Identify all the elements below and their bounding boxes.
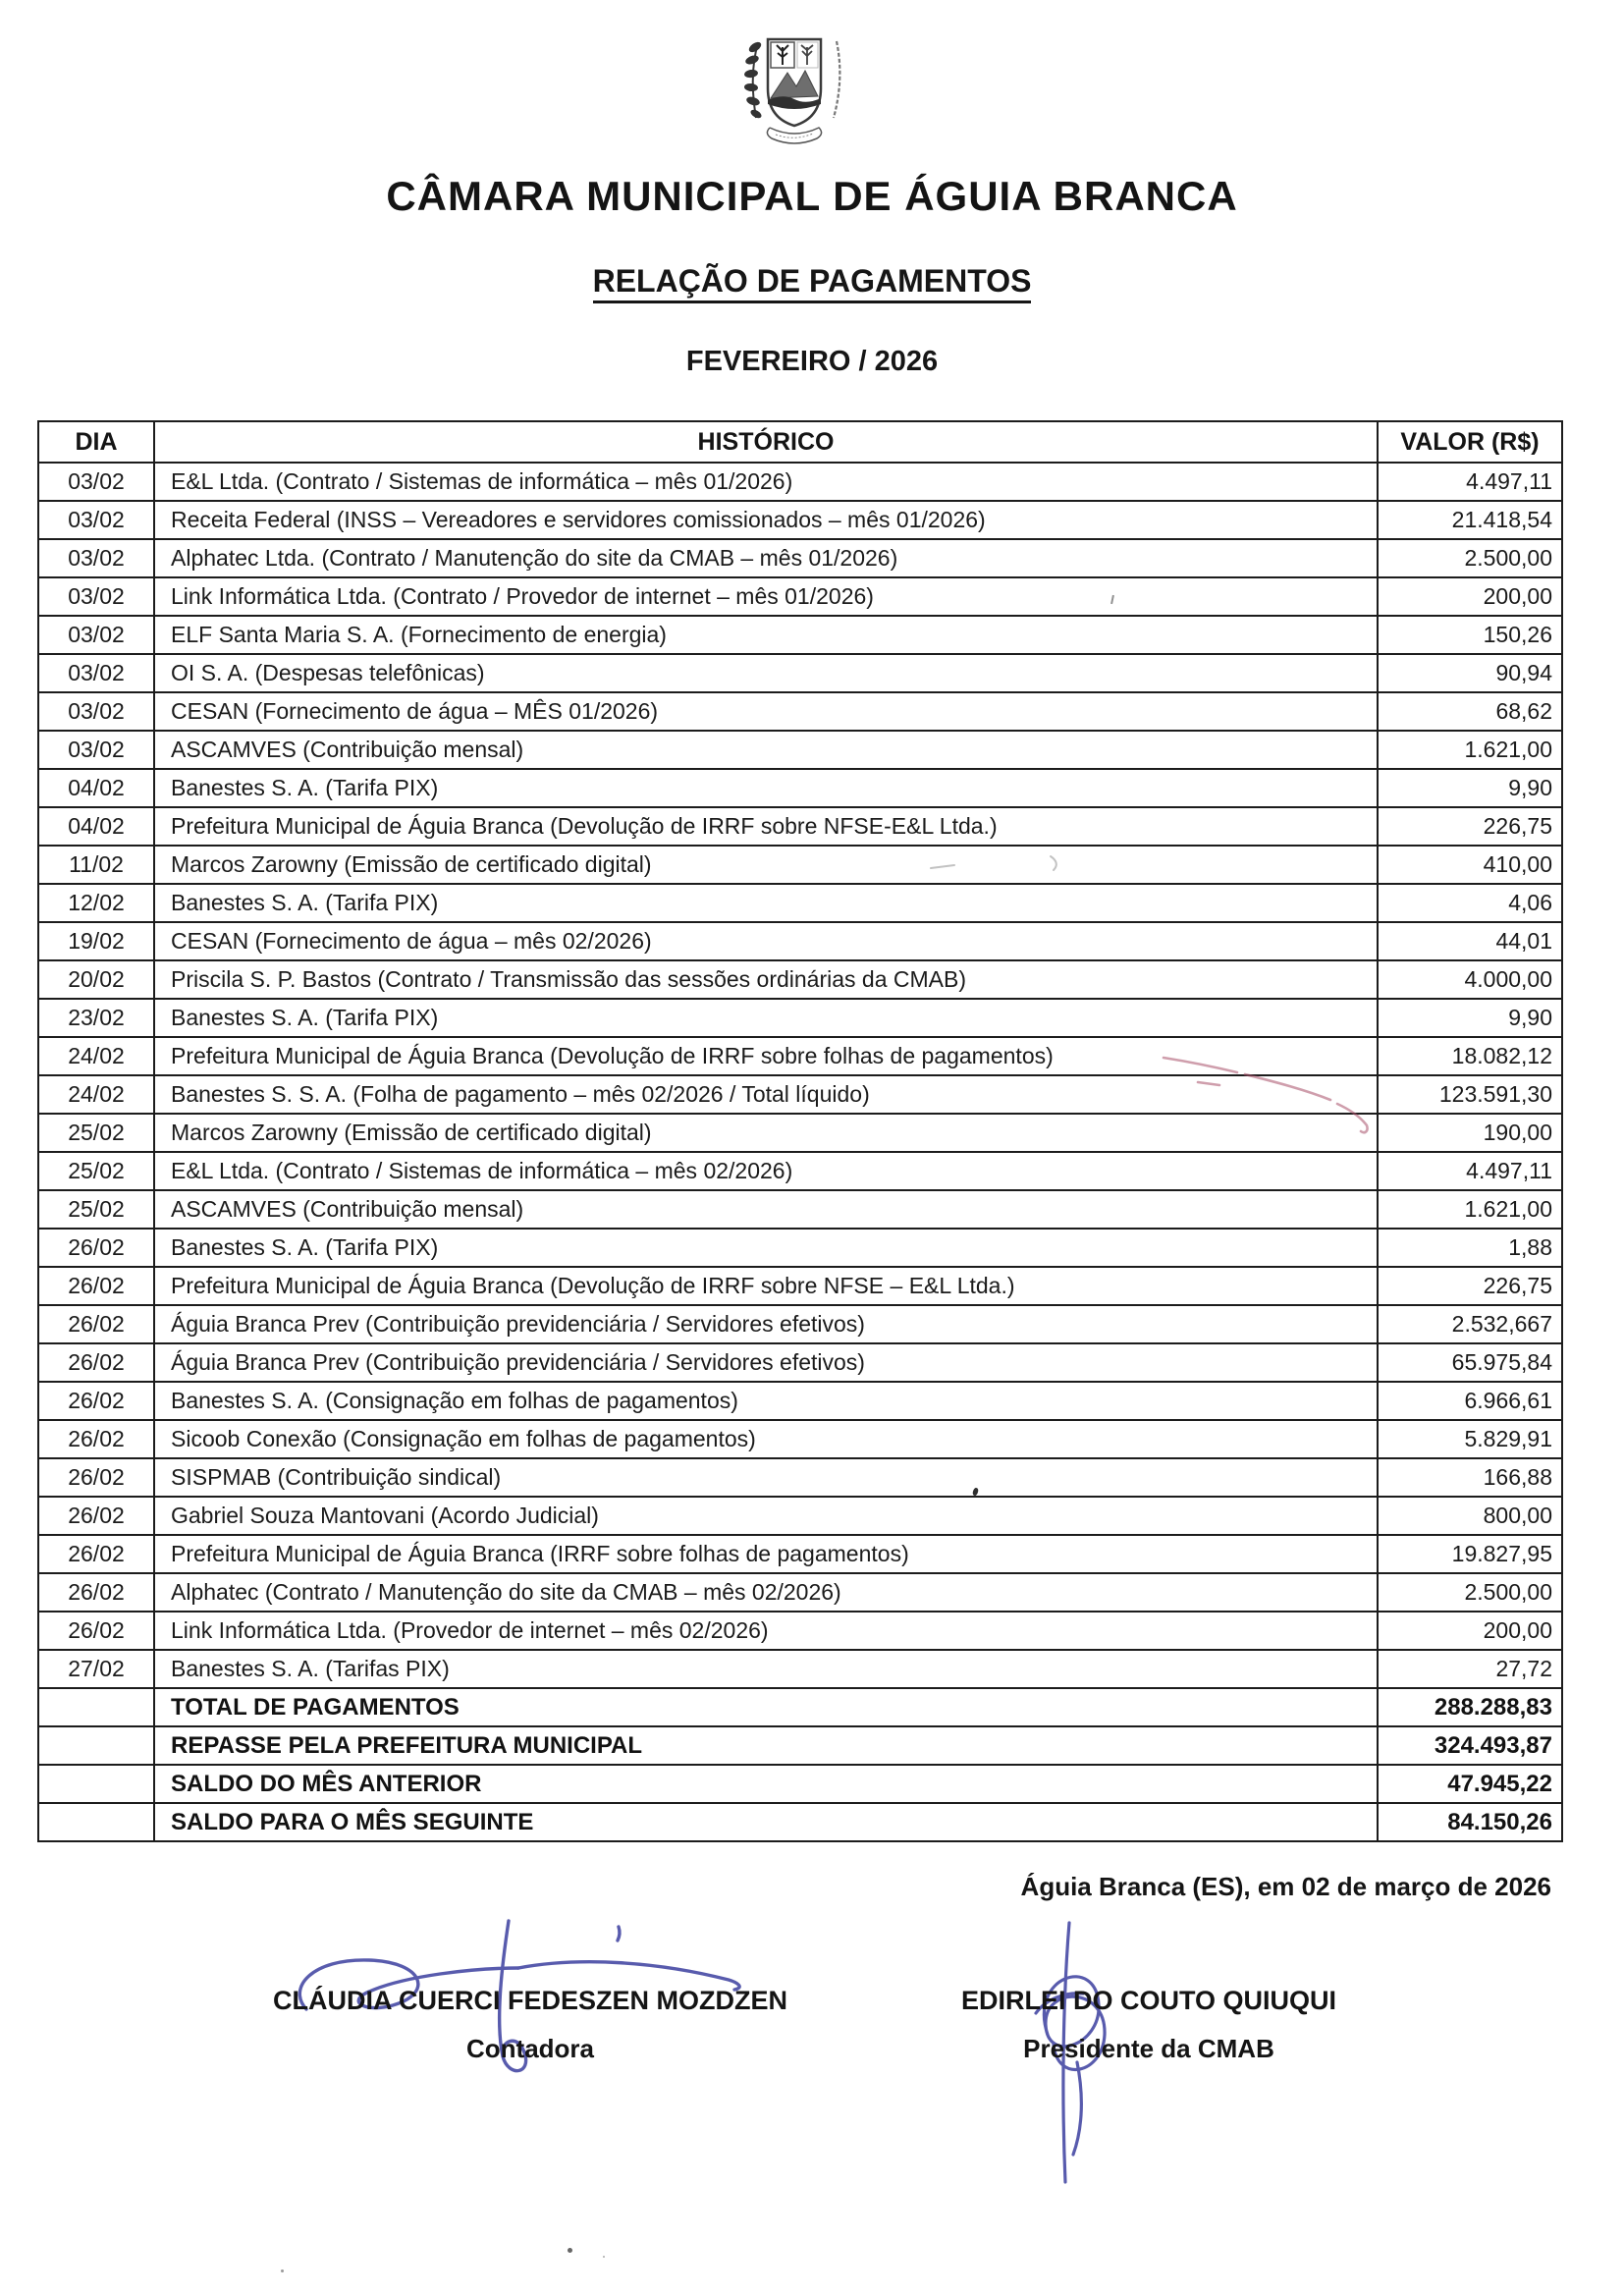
table-row bbox=[38, 654, 1562, 692]
cell-historico: Banestes S. A. (Tarifa PIX) bbox=[154, 1229, 1378, 1267]
signer-name-contadora: CLÁUDIA CUERCI FEDESZEN MOZDZEN bbox=[273, 1986, 787, 2015]
cell-dia: 20/02 bbox=[38, 960, 154, 999]
doc-title bbox=[0, 263, 1624, 300]
cell-historico: Banestes S. A. (Tarifa PIX) bbox=[154, 999, 1378, 1037]
cell-historico: Banestes S. A. (Tarifa PIX) bbox=[154, 884, 1378, 922]
col-header-valor: VALOR (R$) bbox=[1378, 421, 1562, 463]
cell-dia: 03/02 bbox=[38, 616, 154, 654]
cell-historico: Link Informática Ltda. (Provedor de internet – mês 02/2026) bbox=[154, 1612, 1378, 1650]
cell-valor: 123.591,30 bbox=[1378, 1075, 1562, 1114]
table-row bbox=[38, 1152, 1562, 1190]
cell-historico: OI S. A. (Despesas telefônicas) bbox=[154, 654, 1378, 692]
scan-speck bbox=[568, 2248, 572, 2253]
table-row bbox=[38, 731, 1562, 769]
cell-valor: 200,00 bbox=[1378, 1612, 1562, 1650]
table-row bbox=[38, 1458, 1562, 1497]
cell-dia: 03/02 bbox=[38, 463, 154, 501]
cell-historico: Banestes S. A. (Tarifa PIX) bbox=[154, 769, 1378, 807]
cell-dia: 26/02 bbox=[38, 1420, 154, 1458]
cell-dia: 11/02 bbox=[38, 846, 154, 884]
cell-valor: 800,00 bbox=[1378, 1497, 1562, 1535]
cell-historico: CESAN (Fornecimento de água – MÊS 01/2026) bbox=[154, 692, 1378, 731]
col-header-dia: DIA bbox=[38, 421, 154, 463]
cell-dia: 03/02 bbox=[38, 539, 154, 577]
cell-dia: 26/02 bbox=[38, 1382, 154, 1420]
table-row bbox=[38, 539, 1562, 577]
cell-valor: 2.532,667 bbox=[1378, 1305, 1562, 1343]
period-label: FEVEREIRO / 2026 bbox=[685, 346, 939, 377]
cell-dia-empty bbox=[38, 1726, 154, 1765]
cell-valor: 6.966,61 bbox=[1378, 1382, 1562, 1420]
table-header-row bbox=[38, 421, 1562, 463]
cell-valor: 5.829,91 bbox=[1378, 1420, 1562, 1458]
cell-dia: 26/02 bbox=[38, 1612, 154, 1650]
cell-dia: 25/02 bbox=[38, 1190, 154, 1229]
cell-dia-empty bbox=[38, 1688, 154, 1726]
cell-dia: 26/02 bbox=[38, 1573, 154, 1612]
cell-valor: 2.500,00 bbox=[1378, 539, 1562, 577]
table-row bbox=[38, 1535, 1562, 1573]
cell-historico: Sicoob Conexão (Consignação em folhas de pagamentos) bbox=[154, 1420, 1378, 1458]
place-date-line: Águia Branca (ES), em 02 de março de 2026 bbox=[1020, 1872, 1551, 1901]
cell-historico: Prefeitura Municipal de Águia Branca (Devolução de IRRF sobre folhas de pagamentos) bbox=[154, 1037, 1378, 1075]
cell-historico: E&L Ltda. (Contrato / Sistemas de informática – mês 01/2026) bbox=[154, 463, 1378, 501]
cell-valor: 166,88 bbox=[1378, 1458, 1562, 1497]
cell-valor: 18.082,12 bbox=[1378, 1037, 1562, 1075]
cell-dia: 23/02 bbox=[38, 999, 154, 1037]
cell-valor: 2.500,00 bbox=[1378, 1573, 1562, 1612]
cell-summary-label: SALDO PARA O MÊS SEGUINTE bbox=[154, 1803, 1378, 1841]
cell-dia: 03/02 bbox=[38, 654, 154, 692]
cell-dia: 26/02 bbox=[38, 1229, 154, 1267]
table-row bbox=[38, 1114, 1562, 1152]
cell-historico: CESAN (Fornecimento de água – mês 02/2026) bbox=[154, 922, 1378, 960]
cell-historico: Marcos Zarowny (Emissão de certificado digital) bbox=[154, 846, 1378, 884]
cell-valor: 27,72 bbox=[1378, 1650, 1562, 1688]
cell-valor: 4.000,00 bbox=[1378, 960, 1562, 999]
scan-speck bbox=[281, 2269, 284, 2272]
table-row bbox=[38, 960, 1562, 999]
summary-row bbox=[38, 1765, 1562, 1803]
cell-dia: 04/02 bbox=[38, 769, 154, 807]
cell-dia: 19/02 bbox=[38, 922, 154, 960]
table-row bbox=[38, 1382, 1562, 1420]
table-row bbox=[38, 1037, 1562, 1075]
cell-historico: Prefeitura Municipal de Águia Branca (Devolução de IRRF sobre NFSE-E&L Ltda.) bbox=[154, 807, 1378, 846]
org-name: CÂMARA MUNICIPAL DE ÁGUIA BRANCA bbox=[386, 173, 1238, 219]
table-row bbox=[38, 501, 1562, 539]
summary-row bbox=[38, 1688, 1562, 1726]
cell-historico: SISPMAB (Contribuição sindical) bbox=[154, 1458, 1378, 1497]
cell-dia: 25/02 bbox=[38, 1152, 154, 1190]
cell-valor: 1.621,00 bbox=[1378, 1190, 1562, 1229]
cell-valor: 68,62 bbox=[1378, 692, 1562, 731]
cell-valor: 190,00 bbox=[1378, 1114, 1562, 1152]
table-row bbox=[38, 577, 1562, 616]
cell-valor: 65.975,84 bbox=[1378, 1343, 1562, 1382]
cell-valor: 19.827,95 bbox=[1378, 1535, 1562, 1573]
cell-summary-label: TOTAL DE PAGAMENTOS bbox=[154, 1688, 1378, 1726]
cell-valor: 90,94 bbox=[1378, 654, 1562, 692]
cell-historico: Marcos Zarowny (Emissão de certificado digital) bbox=[154, 1114, 1378, 1152]
table-row bbox=[38, 999, 1562, 1037]
cell-dia: 24/02 bbox=[38, 1075, 154, 1114]
table-row bbox=[38, 1267, 1562, 1305]
cell-dia: 26/02 bbox=[38, 1497, 154, 1535]
table-row bbox=[38, 884, 1562, 922]
doc-title-text: RELAÇÃO DE PAGAMENTOS bbox=[593, 263, 1032, 303]
cell-dia: 26/02 bbox=[38, 1305, 154, 1343]
cell-valor: 410,00 bbox=[1378, 846, 1562, 884]
cell-dia-empty bbox=[38, 1803, 154, 1841]
cell-summary-valor: 288.288,83 bbox=[1378, 1688, 1562, 1726]
cell-valor: 1.621,00 bbox=[1378, 731, 1562, 769]
cell-valor: 150,26 bbox=[1378, 616, 1562, 654]
cell-historico: Águia Branca Prev (Contribuição previdenciária / Servidores efetivos) bbox=[154, 1343, 1378, 1382]
cell-valor: 226,75 bbox=[1378, 807, 1562, 846]
table-row bbox=[38, 692, 1562, 731]
summary-row bbox=[38, 1803, 1562, 1841]
cell-summary-valor: 84.150,26 bbox=[1378, 1803, 1562, 1841]
cell-historico: Link Informática Ltda. (Contrato / Provedor de internet – mês 01/2026) bbox=[154, 577, 1378, 616]
cell-historico: ASCAMVES (Contribuição mensal) bbox=[154, 1190, 1378, 1229]
cell-dia: 25/02 bbox=[38, 1114, 154, 1152]
table-row bbox=[38, 807, 1562, 846]
scan-speck bbox=[603, 2256, 605, 2258]
cell-historico: E&L Ltda. (Contrato / Sistemas de informática – mês 02/2026) bbox=[154, 1152, 1378, 1190]
table-row bbox=[38, 769, 1562, 807]
cell-historico: ASCAMVES (Contribuição mensal) bbox=[154, 731, 1378, 769]
cell-dia: 03/02 bbox=[38, 692, 154, 731]
cell-dia: 12/02 bbox=[38, 884, 154, 922]
payments-tbody bbox=[38, 463, 1562, 1841]
cell-valor: 200,00 bbox=[1378, 577, 1562, 616]
cell-dia: 27/02 bbox=[38, 1650, 154, 1688]
signature-block-contadora bbox=[236, 1986, 825, 2064]
cell-dia: 03/02 bbox=[38, 731, 154, 769]
cell-summary-valor: 324.493,87 bbox=[1378, 1726, 1562, 1765]
table-row bbox=[38, 1229, 1562, 1267]
cell-historico: Prefeitura Municipal de Águia Branca (Devolução de IRRF sobre NFSE – E&L Ltda.) bbox=[154, 1267, 1378, 1305]
cell-dia: 03/02 bbox=[38, 577, 154, 616]
cell-valor: 4.497,11 bbox=[1378, 1152, 1562, 1190]
cell-historico: Águia Branca Prev (Contribuição previdenciária / Servidores efetivos) bbox=[154, 1305, 1378, 1343]
table-row bbox=[38, 922, 1562, 960]
table-row bbox=[38, 616, 1562, 654]
summary-row bbox=[38, 1726, 1562, 1765]
table-row bbox=[38, 1305, 1562, 1343]
table-row bbox=[38, 1573, 1562, 1612]
cell-historico: Alphatec (Contrato / Manutenção do site da CMAB – mês 02/2026) bbox=[154, 1573, 1378, 1612]
col-header-historico: HISTÓRICO bbox=[154, 421, 1378, 463]
cell-valor: 226,75 bbox=[1378, 1267, 1562, 1305]
cell-historico: Receita Federal (INSS – Vereadores e servidores comissionados – mês 01/2026) bbox=[154, 501, 1378, 539]
cell-historico: ELF Santa Maria S. A. (Fornecimento de energia) bbox=[154, 616, 1378, 654]
signer-role-presidente: Presidente da CMAB bbox=[1023, 2034, 1274, 2063]
table-row bbox=[38, 1420, 1562, 1458]
cell-valor: 9,90 bbox=[1378, 769, 1562, 807]
table-row bbox=[38, 1075, 1562, 1114]
cell-dia: 26/02 bbox=[38, 1267, 154, 1305]
cell-historico: Banestes S. A. (Consignação em folhas de pagamentos) bbox=[154, 1382, 1378, 1420]
cell-dia-empty bbox=[38, 1765, 154, 1803]
cell-dia: 24/02 bbox=[38, 1037, 154, 1075]
cell-valor: 21.418,54 bbox=[1378, 501, 1562, 539]
cell-summary-label: SALDO DO MÊS ANTERIOR bbox=[154, 1765, 1378, 1803]
signature-block-presidente bbox=[923, 1986, 1375, 2064]
cell-valor: 9,90 bbox=[1378, 999, 1562, 1037]
cell-historico: Gabriel Souza Mantovani (Acordo Judicial) bbox=[154, 1497, 1378, 1535]
cell-summary-valor: 47.945,22 bbox=[1378, 1765, 1562, 1803]
signer-name-presidente: EDIRLEI DO COUTO QUIUQUI bbox=[960, 1986, 1337, 2015]
municipal-coat-of-arms-icon bbox=[738, 27, 848, 153]
table-row bbox=[38, 463, 1562, 501]
table-row bbox=[38, 1650, 1562, 1688]
table-row bbox=[38, 1343, 1562, 1382]
cell-historico: Banestes S. S. A. (Folha de pagamento – mês 02/2026 / Total líquido) bbox=[154, 1075, 1378, 1114]
table-row bbox=[38, 1497, 1562, 1535]
cell-historico: Banestes S. A. (Tarifas PIX) bbox=[154, 1650, 1378, 1688]
cell-dia: 04/02 bbox=[38, 807, 154, 846]
cell-historico: Priscila S. P. Bastos (Contrato / Transmissão das sessões ordinárias da CMAB) bbox=[154, 960, 1378, 999]
cell-dia: 03/02 bbox=[38, 501, 154, 539]
cell-valor: 1,88 bbox=[1378, 1229, 1562, 1267]
table-row bbox=[38, 846, 1562, 884]
cell-dia: 26/02 bbox=[38, 1343, 154, 1382]
cell-valor: 4.497,11 bbox=[1378, 463, 1562, 501]
table-row bbox=[38, 1190, 1562, 1229]
signer-role-contadora: Contadora bbox=[466, 2034, 594, 2063]
cell-historico: Alphatec Ltda. (Contrato / Manutenção do site da CMAB – mês 01/2026) bbox=[154, 539, 1378, 577]
payments-table bbox=[37, 420, 1563, 1842]
cell-dia: 26/02 bbox=[38, 1535, 154, 1573]
cell-dia: 26/02 bbox=[38, 1458, 154, 1497]
table-row bbox=[38, 1612, 1562, 1650]
cell-valor: 4,06 bbox=[1378, 884, 1562, 922]
cell-summary-label: REPASSE PELA PREFEITURA MUNICIPAL bbox=[154, 1726, 1378, 1765]
cell-historico: Prefeitura Municipal de Águia Branca (IRRF sobre folhas de pagamentos) bbox=[154, 1535, 1378, 1573]
cell-valor: 44,01 bbox=[1378, 922, 1562, 960]
